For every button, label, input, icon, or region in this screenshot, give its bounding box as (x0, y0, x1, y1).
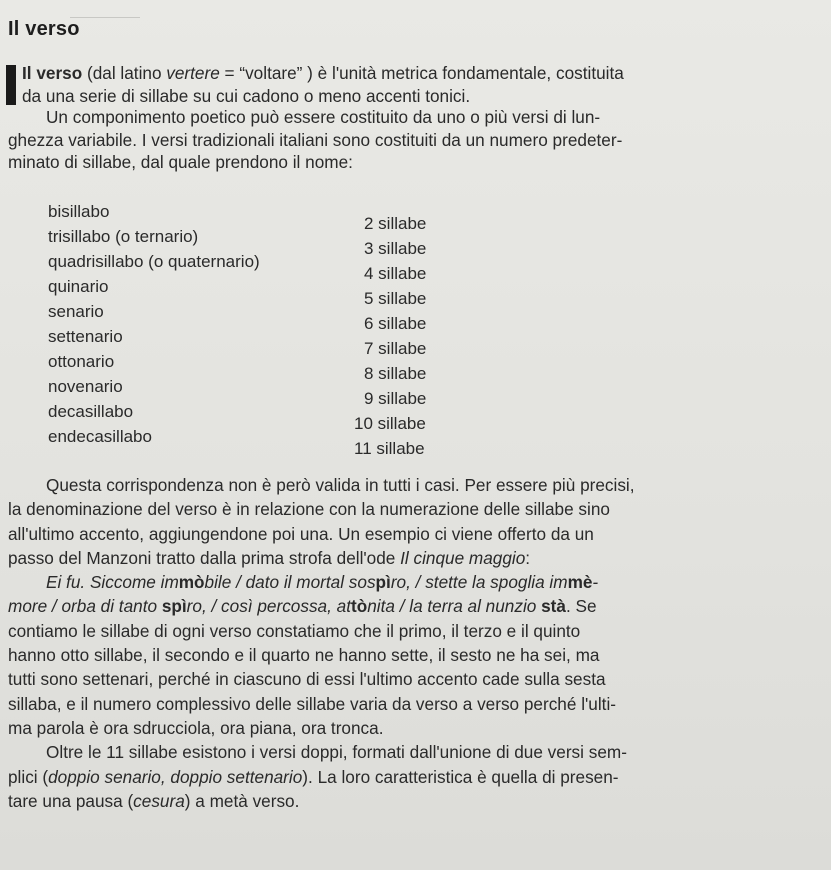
paragraph-line: all'ultimo accento, aggiungendone poi una. Un esempio ci viene offerto da un (8, 523, 594, 544)
section-title: Il verso (8, 18, 80, 40)
header-rule (70, 17, 140, 18)
italic-term: cesura (133, 790, 185, 811)
paragraph-line: contiamo le sillabe di ogni verso constatiamo che il primo, il terzo e il quinto (8, 620, 581, 641)
accent-mark: stà (541, 596, 566, 617)
syllable-count: 7 sillabe (364, 339, 427, 358)
text-span: plici ( (8, 766, 49, 787)
italic-term: doppio senario, doppio settenario (48, 766, 303, 787)
paragraph-line: tutti sono settenari, perché in ciascuno di essi l'ultimo accento cade sulla sesta (8, 669, 606, 690)
text-span: passo del Manzoni tratto dalla prima strofa dell'ode (8, 547, 401, 568)
definition-paragraph (8, 106, 830, 174)
paragraph-line (8, 546, 830, 570)
verse-name: ottonario (48, 352, 115, 371)
text-span: more / orba di tanto (8, 596, 162, 617)
term-bold: Il verso (22, 63, 83, 83)
intro-paragraph (8, 62, 830, 107)
paragraph-line: minato di sillabe, dal quale prendono il nome: (8, 152, 353, 172)
list-item (46, 227, 476, 258)
text-span: bile / dato il mortal sos (204, 572, 376, 593)
verse-name: trisillabo (o ternario) (48, 227, 199, 246)
ode-title: Il cinque maggio (400, 547, 526, 568)
text-span: ro, / stette la spoglia im (390, 572, 568, 593)
paragraph-line: hanno otto sillabe, il secondo e il quarto ne hanno sette, il sesto ne ha sei, ma (8, 645, 600, 666)
accent-mark: tò (350, 596, 368, 617)
syllable-count: 2 sillabe (364, 214, 427, 233)
syllable-count: 5 sillabe (364, 289, 427, 308)
latin-term: vertere (166, 63, 220, 83)
verse-name: endecasillabo (48, 427, 152, 446)
syllable-count: 9 sillabe (364, 389, 427, 408)
paragraph-line: sillaba, e il numero complessivo delle sillabe varia da verso a verso perché l'ulti- (8, 693, 616, 714)
list-item (46, 202, 476, 233)
intro-line-2: da una serie di sillabe su cui cadono o meno accenti tonici. (22, 85, 471, 106)
list-item (46, 277, 476, 308)
list-item (46, 377, 476, 408)
text-span: ). La loro caratteristica è quella di presen- (302, 766, 619, 787)
text-span: = “voltare” ) è l'unità metrica fondamentale, costituita (219, 63, 624, 83)
list-item (46, 252, 476, 283)
verse-name: senario (48, 302, 104, 321)
syllable-count: 8 sillabe (364, 364, 427, 383)
accent-mark: mò (178, 572, 205, 593)
verse-name: settenario (48, 327, 123, 346)
paragraph-line (8, 789, 830, 813)
accent-mark: pì (375, 572, 391, 593)
paragraph-line (8, 765, 830, 789)
paragraph-line: Oltre le 11 sillabe esistono i versi doppi, formati dall'unione di due versi sem- (46, 742, 627, 763)
text-span: - (592, 572, 599, 593)
text-span: tare una pausa ( (8, 790, 134, 811)
accent-mark: spì (161, 596, 187, 617)
paragraph-line: Un componimento poetico può essere costituito da uno o più versi di lun- (46, 107, 601, 127)
paragraph-line: Questa corrispondenza non è però valida in tutti i casi. Per essere più precisi, (46, 475, 635, 495)
verse-name: quadrisillabo (o quaternario) (48, 252, 260, 271)
intro-line-1 (8, 62, 830, 85)
verse-name: quinario (48, 277, 109, 296)
text-span: . Se (565, 596, 597, 617)
text-span: : (525, 547, 531, 568)
list-item (46, 327, 476, 358)
text-span: nita / la terra al nunzio (367, 596, 542, 617)
quotation-line-2 (8, 594, 830, 618)
verse-name: novenario (48, 377, 123, 396)
text-span: Ei fu. Siccome im (46, 572, 179, 593)
text-span: ro, / così percossa, at (186, 596, 351, 617)
list-item (46, 427, 476, 458)
syllable-count: 3 sillabe (364, 239, 427, 258)
paragraph-line: la denominazione del verso è in relazione con la numerazione delle sillabe sino (8, 499, 610, 520)
syllable-count: 4 sillabe (364, 264, 427, 283)
verse-name: bisillabo (48, 202, 110, 221)
body-paragraph (8, 473, 830, 813)
list-item (46, 302, 476, 333)
syllable-count: 6 sillabe (364, 314, 427, 333)
syllable-count: 10 sillabe (354, 414, 426, 433)
quotation-line-1 (8, 570, 830, 594)
verse-types-list (46, 202, 476, 458)
syllable-count: 11 sillabe (354, 439, 425, 458)
list-item (46, 352, 476, 383)
paragraph-line: ghezza variabile. I versi tradizionali italiani sono costituiti da un numero predeter- (8, 129, 623, 150)
text-span: ) a metà verso. (184, 790, 300, 811)
list-item (46, 402, 476, 433)
accent-mark: mè (567, 572, 593, 593)
text-span: (dal latino (82, 63, 167, 83)
paragraph-line: ma parola è ora sdrucciola, ora piana, ora tronca. (8, 717, 384, 738)
verse-name: decasillabo (48, 402, 134, 421)
